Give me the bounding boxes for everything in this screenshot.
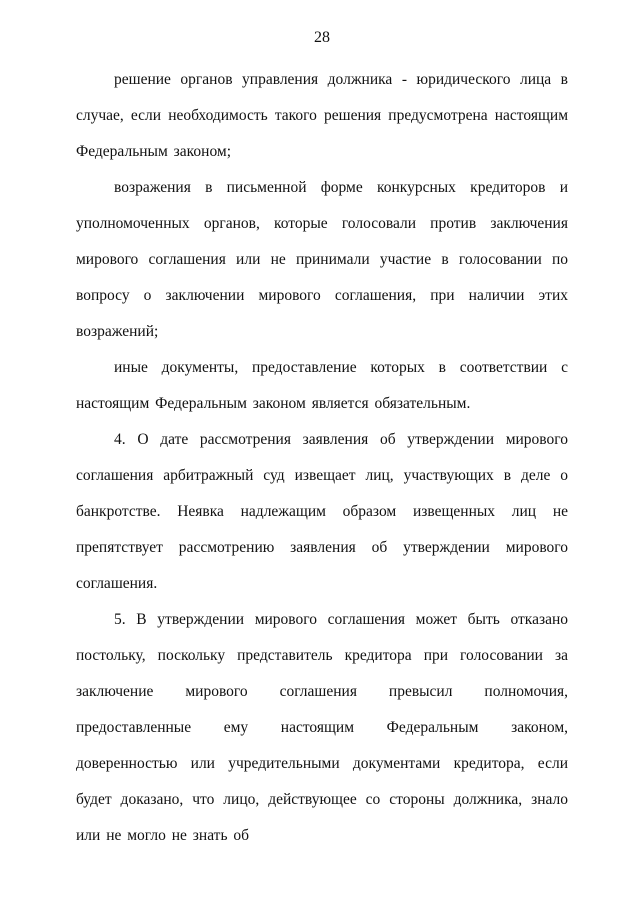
paragraph-clause-4: 4. О дате рассмотрения заявления об утверждении мирового соглашения арбитражный суд извещает лиц, участвующих в деле о банкротстве. Неявка надлежащим образом извещенных лиц не препятствует рассмотрению заявления об утверждении мирового соглашения. [76,431,568,592]
paragraph-clause-5: 5. В утверждении мирового соглашения может быть отказано постольку, поскольку представитель кредитора при голосовании за заключение мирового соглашения превысил полномочия, предоставленные ему настоящим Федеральным законом, доверенностью или учредительными документами кредитора, если будет доказано, что лицо, действующее со стороны должника, знало или не могло не знать об [76,611,568,844]
document-body [76,62,568,854]
paragraph-resolution-of-management: решение органов управления должника - юридического лица в случае, если необходимость такого решения предусмотрена настоящим Федеральным законом; [76,71,568,160]
paragraph-written-objections: возражения в письменной форме конкурсных кредиторов и уполномоченных органов, которые голосовали против заключения мирового соглашения или не принимали участие в голосовании по вопросу о заключении мирового соглашения, при наличии этих возражений; [76,179,568,340]
page-number: 28 [314,29,330,46]
paragraph-other-documents: иные документы, предоставление которых в соответствии с настоящим Федеральным законом является обязательным. [76,359,568,412]
